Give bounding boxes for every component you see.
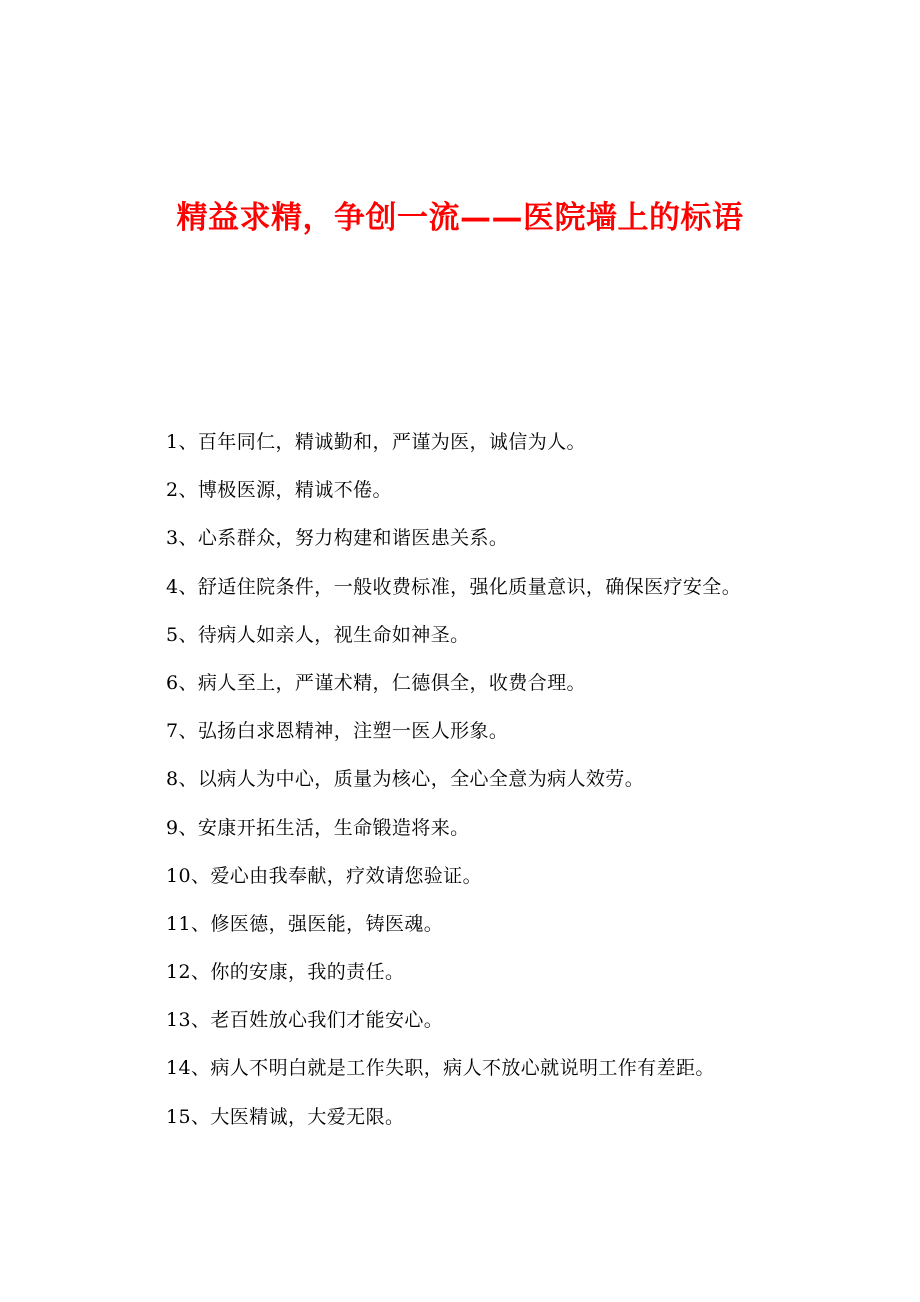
list-item: 15、大医精诚，大爱无限。 [166,1105,405,1128]
list-item: 5、待病人如亲人，视生命如神圣。 [166,623,470,646]
page-title: 精益求精，争创一流——医院墙上的标语 [176,200,744,236]
list-item: 7、弘扬白求恩精神，注塑一医人形象。 [166,720,509,743]
list-item: 11、修医德，强医能，铸医魂。 [166,912,444,935]
list-item: 2、博极医源，精诚不倦。 [166,479,392,502]
list-item: 12、你的安康，我的责任。 [166,961,405,984]
list-item: 13、老百姓放心我们才能安心。 [166,1009,444,1032]
list-item: 3、心系群众，努力构建和谐医患关系。 [166,527,509,550]
list-item: 1、百年同仁，精诚勤和，严谨为医，诚信为人。 [166,431,586,453]
list-item: 10、爱心由我奉献，疗效请您验证。 [166,864,482,887]
list-item: 6、病人至上，严谨术精，仁德俱全，收费合理。 [166,671,586,694]
list-item: 8、以病人为中心，质量为核心，全心全意为病人效劳。 [166,768,645,791]
slogan-list [166,424,866,1147]
list-item: 9、安康开拓生活，生命锻造将来。 [166,816,470,839]
list-item: 4、舒适住院条件，一般收费标准，强化质量意识，确保医疗安全。 [166,575,742,598]
list-item: 14、病人不明白就是工作失职，病人不放心就说明工作有差距。 [166,1057,715,1080]
